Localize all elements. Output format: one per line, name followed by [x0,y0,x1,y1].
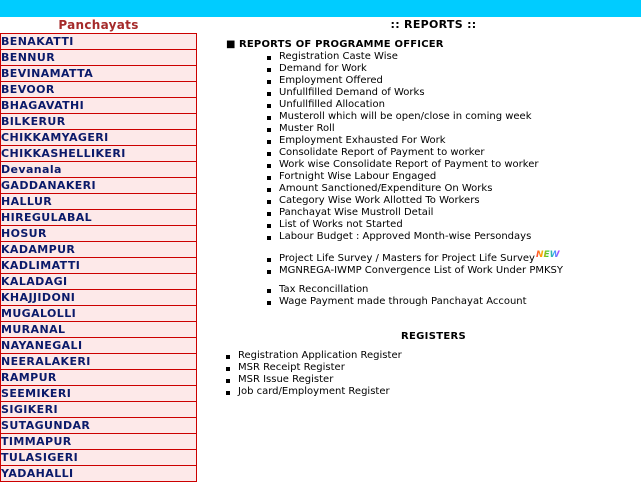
panchayat-link[interactable]: CHIKKAMYAGERI [1,129,196,145]
report-link-label: Demand for Work [279,63,367,74]
panchayat-link[interactable]: BENAKATTI [1,33,196,49]
report-link[interactable] [267,284,563,296]
top-banner-bar [0,0,641,17]
panchayat-link[interactable]: YADAHALLI [1,465,196,481]
report-link-label: Fortnight Wise Labour Engaged [279,171,437,182]
report-link[interactable] [267,51,563,63]
report-link-label: Employment Offered [279,75,383,86]
register-link[interactable]: MSR Issue Register [226,374,402,386]
panchayat-link[interactable]: RAMPUR [1,369,196,385]
report-link-label: Wage Payment made through Panchayat Account [279,296,527,307]
panchayat-link[interactable]: GADDANAKERI [1,177,196,193]
report-link[interactable] [267,195,563,207]
sidebar-title: Panchayats [58,18,139,32]
report-link-label: MGNREGA-IWMP Convergence List of Work Under PMKSY [279,265,563,276]
report-link[interactable] [267,147,563,159]
bullet-icon: ■ [226,39,236,50]
panchayat-link[interactable]: SIGIKERI [1,401,196,417]
report-link-label: List of Works not Started [279,219,403,230]
panchayat-link[interactable]: HIREGULABAL [1,209,196,225]
register-link[interactable]: MSR Receipt Register [226,362,402,374]
panchayat-link[interactable]: MURANAL [1,321,196,337]
report-link[interactable] [267,231,563,243]
report-link-label: Registration Caste Wise [279,51,398,62]
report-link[interactable] [267,265,563,277]
report-link[interactable] [267,99,563,111]
report-link[interactable] [267,296,563,308]
panchayat-link[interactable]: HOSUR [1,225,196,241]
panchayat-link[interactable]: BEVINAMATTA [1,65,196,81]
report-link[interactable] [267,183,563,195]
report-link[interactable] [267,219,563,231]
register-link[interactable]: Registration Application Register [226,350,402,362]
panchayat-link[interactable]: KADAMPUR [1,241,196,257]
panchayat-link[interactable]: TIMMAPUR [1,433,196,449]
report-link-label: Amount Sanctioned/Expenditure On Works [279,183,493,194]
report-link-label: Work wise Consolidate Report of Payment to worker [279,159,539,170]
new-badge-icon: NEW [535,250,560,260]
panchayat-link[interactable]: MUGALOLLI [1,305,196,321]
panchayat-link[interactable]: NEERALAKERI [1,353,196,369]
reports-heading: :: REPORTS :: [390,18,477,31]
panchayat-link[interactable]: NAYANEGALI [1,337,196,353]
panchayat-list [0,33,197,482]
report-link[interactable] [267,75,563,87]
report-link-label: Musteroll which will be open/close in coming week [279,111,532,122]
panchayat-link[interactable]: TULASIGERI [1,449,196,465]
report-link[interactable] [267,159,563,171]
report-link[interactable] [267,250,563,265]
panchayat-link[interactable]: Devanala [1,161,196,177]
panchayat-link[interactable]: SEEMIKERI [1,385,196,401]
panchayat-link[interactable]: KHAJJIDONI [1,289,196,305]
report-link[interactable] [267,135,563,147]
report-link-label: Unfullfilled Allocation [279,99,385,110]
panchayat-link[interactable]: KALADAGI [1,273,196,289]
report-link-label: Panchayat Wise Mustroll Detail [279,207,434,218]
report-link-list [267,51,563,308]
report-link-label: Unfullfilled Demand of Works [279,87,425,98]
panchayat-link[interactable]: BILKERUR [1,113,196,129]
report-link[interactable] [267,207,563,219]
report-link[interactable] [267,123,563,135]
panchayat-link[interactable]: HALLUR [1,193,196,209]
report-link-label: Muster Roll [279,123,335,134]
panchayat-link[interactable]: BHAGAVATHI [1,97,196,113]
report-link-label: Project Life Survey / Masters for Project Life Survey [279,253,535,264]
register-link[interactable]: Job card/Employment Register [226,386,402,398]
report-link-label: Consolidate Report of Payment to worker [279,147,485,158]
panchayat-link[interactable]: CHIKKASHELLIKERI [1,145,196,161]
report-link-label: Category Wise Work Allotted To Workers [279,195,480,206]
panchayat-link[interactable]: SUTAGUNDAR [1,417,196,433]
panchayat-link[interactable]: BENNUR [1,49,196,65]
report-link[interactable] [267,63,563,75]
register-link-list [226,350,402,398]
report-link[interactable] [267,87,563,99]
report-link-label: Employment Exhausted For Work [279,135,446,146]
report-link-label: Tax Reconcillation [279,284,369,295]
report-link[interactable] [267,111,563,123]
report-link[interactable] [267,171,563,183]
panchayat-sidebar [0,18,197,482]
registers-heading: REGISTERS [401,331,466,342]
report-link-label: Labour Budget : Approved Month-wise Persondays [279,231,532,242]
panchayat-link[interactable]: BEVOOR [1,81,196,97]
panchayat-link[interactable]: KADLIMATTI [1,257,196,273]
programme-officer-reports-title: REPORTS OF PROGRAMME OFFICER [239,39,444,50]
